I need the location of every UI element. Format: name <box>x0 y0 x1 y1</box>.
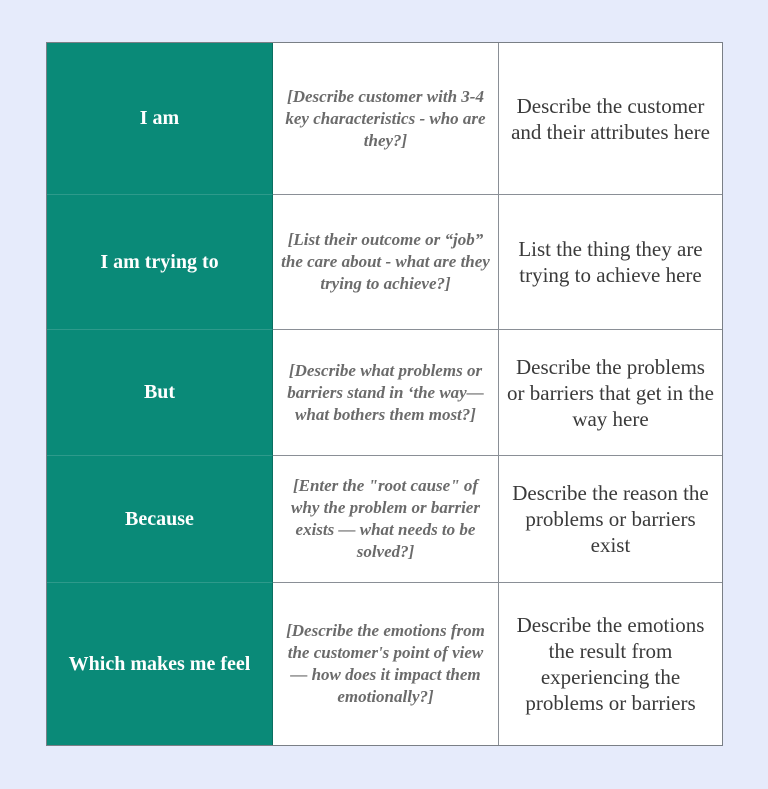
row-description-i-am-trying-to: List the thing they are trying to achieve here <box>499 195 722 330</box>
row-prompt-i-am: [Describe customer with 3-4 key characteristics - who are they?] <box>273 43 499 195</box>
row-prompt-because: [Enter the "root cause" of why the problem or barrier exists — what needs to be solved?] <box>273 456 499 583</box>
row-description-but: Describe the problems or barriers that get in the way here <box>499 330 722 456</box>
row-label-i-am: I am <box>47 43 273 195</box>
row-description-because: Describe the reason the problems or barriers exist <box>499 456 722 583</box>
row-label-because: Because <box>47 456 273 583</box>
customer-problem-statement-table <box>46 42 723 746</box>
row-label-which-makes-me-feel: Which makes me feel <box>47 583 273 745</box>
row-prompt-but: [Describe what problems or barriers stand in ‘the way—what bothers them most?] <box>273 330 499 456</box>
row-label-i-am-trying-to: I am trying to <box>47 195 273 330</box>
row-prompt-i-am-trying-to: [List their outcome or “job” the care about - what are they trying to achieve?] <box>273 195 499 330</box>
row-description-i-am: Describe the customer and their attributes here <box>499 43 722 195</box>
row-prompt-which-makes-me-feel: [Describe the emotions from the customer's point of view — how does it impact them emotionally?] <box>273 583 499 745</box>
row-label-but: But <box>47 330 273 456</box>
row-description-which-makes-me-feel: Describe the emotions the result from experiencing the problems or barriers <box>516 613 705 715</box>
